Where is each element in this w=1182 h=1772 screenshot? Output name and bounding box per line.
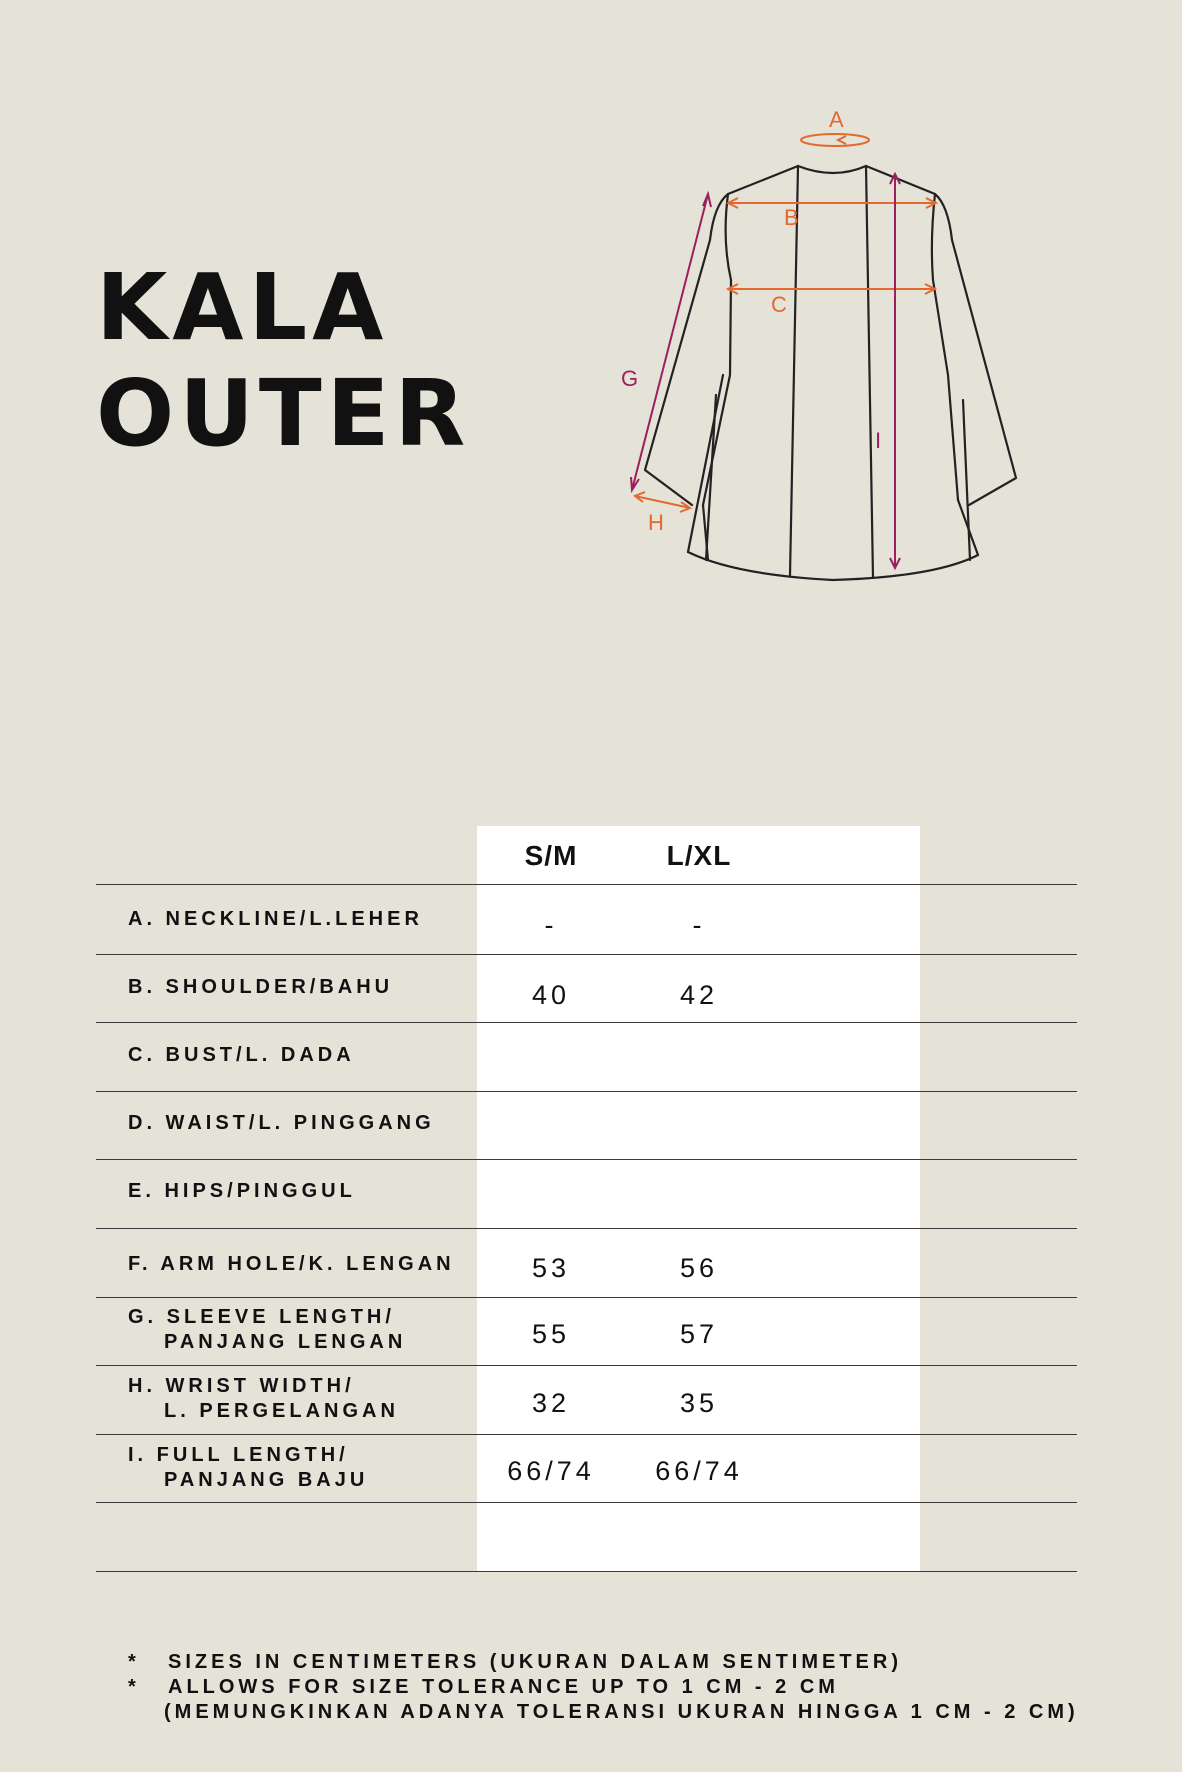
table-divider bbox=[96, 1228, 1077, 1229]
table-divider bbox=[96, 1365, 1077, 1366]
value-shoulder-sm: 40 bbox=[531, 980, 571, 1010]
table-divider bbox=[96, 1571, 1077, 1572]
row-label-full-length: I. FULL LENGTH/ PANJANG BAJU bbox=[128, 1444, 369, 1491]
row-label-neckline: A. NECKLINE/L.LEHER bbox=[128, 908, 423, 930]
label-i: I bbox=[875, 428, 882, 453]
label-h: H bbox=[648, 510, 664, 535]
row-label-wrist-width: H. WRIST WIDTH/ L. PERGELANGAN bbox=[128, 1375, 399, 1422]
footnote-2: * ALLOWS FOR SIZE TOLERANCE UP TO 1 CM - 2 CM bbox=[128, 1676, 839, 1698]
measure-i-length-marker bbox=[890, 174, 900, 568]
value-shoulder-lxl: 42 bbox=[679, 980, 719, 1010]
measure-b-shoulder-marker bbox=[728, 198, 936, 208]
footnote-1: * SIZES IN CENTIMETERS (UKURAN DALAM SENTIMETER) bbox=[128, 1651, 902, 1673]
garment-measurement-diagram bbox=[600, 100, 1040, 600]
garment-outline bbox=[645, 166, 1016, 580]
row-label-sleeve-length: G. SLEEVE LENGTH/ PANJANG LENGAN bbox=[128, 1306, 407, 1353]
column-header-sm: S/M bbox=[524, 840, 578, 871]
value-length-lxl: 66/74 bbox=[655, 1456, 743, 1486]
table-divider bbox=[96, 1434, 1077, 1435]
row-label-bust: C. BUST/L. DADA bbox=[128, 1044, 355, 1066]
value-wrist-lxl: 35 bbox=[679, 1388, 719, 1418]
table-divider bbox=[96, 1091, 1077, 1092]
product-title bbox=[96, 255, 470, 467]
measure-h-wrist-marker bbox=[635, 492, 690, 512]
value-armhole-lxl: 56 bbox=[679, 1253, 719, 1283]
product-title-line1: KALA bbox=[96, 254, 389, 361]
row-label-armhole: F. ARM HOLE/K. LENGAN bbox=[128, 1253, 455, 1275]
value-neckline-sm: - bbox=[544, 910, 558, 940]
value-sleeve-lxl: 57 bbox=[679, 1319, 719, 1349]
value-sleeve-sm: 55 bbox=[531, 1319, 571, 1349]
label-a: A bbox=[829, 107, 844, 132]
table-divider bbox=[96, 1159, 1077, 1160]
column-header-lxl: L/XL bbox=[666, 840, 732, 871]
label-b: B bbox=[784, 205, 799, 230]
product-title-line2: OUTER bbox=[96, 360, 471, 467]
measure-c-bust-marker bbox=[728, 284, 935, 294]
value-armhole-sm: 53 bbox=[531, 1253, 571, 1283]
table-divider bbox=[96, 1297, 1077, 1298]
value-wrist-sm: 32 bbox=[531, 1388, 571, 1418]
footnotes bbox=[128, 1650, 1079, 1725]
measure-g-sleeve-marker bbox=[631, 194, 711, 490]
table-divider bbox=[96, 1022, 1077, 1023]
table-divider bbox=[96, 884, 1077, 885]
row-label-waist: D. WAIST/L. PINGGANG bbox=[128, 1112, 435, 1134]
label-g: G bbox=[621, 366, 639, 391]
row-label-shoulder: B. SHOULDER/BAHU bbox=[128, 976, 394, 998]
column-bg-empty bbox=[772, 826, 920, 1571]
label-c: C bbox=[771, 292, 787, 317]
value-neckline-lxl: - bbox=[692, 910, 706, 940]
footnote-2-translation: (MEMUNGKINKAN ADANYA TOLERANSI UKURAN HINGGA 1 CM - 2 CM) bbox=[164, 1701, 1079, 1723]
measure-a-neckline-marker bbox=[801, 107, 869, 146]
table-divider bbox=[96, 1502, 1077, 1503]
row-label-hips: E. HIPS/PINGGUL bbox=[128, 1180, 356, 1202]
table-divider bbox=[96, 954, 1077, 955]
value-length-sm: 66/74 bbox=[507, 1456, 595, 1486]
